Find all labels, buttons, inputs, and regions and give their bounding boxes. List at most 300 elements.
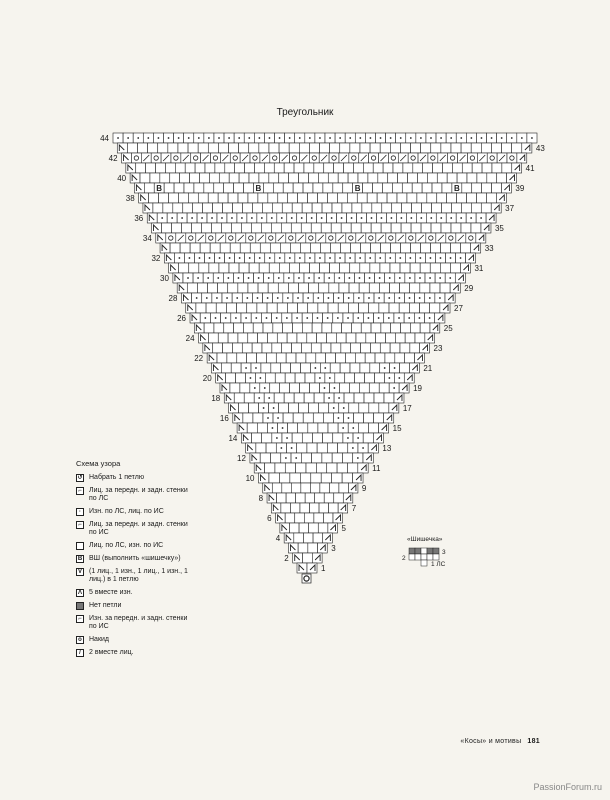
chart-cell — [400, 283, 410, 293]
chart-cell — [247, 423, 257, 433]
chart-cell — [431, 223, 441, 233]
chart-cell — [294, 393, 304, 403]
legend-text: 2 вместе лиц. — [89, 649, 134, 656]
chart-cell — [277, 493, 287, 503]
chart-cell — [351, 323, 361, 333]
legend-text: ВШ (выполнить «шишечку») — [89, 555, 181, 562]
chart-cell — [184, 183, 194, 193]
chart-cell — [340, 363, 350, 373]
chart-row — [152, 223, 491, 233]
purl-dot — [217, 277, 219, 279]
chart-cell — [220, 243, 230, 253]
purl-dot — [339, 257, 341, 259]
chart-cell — [218, 283, 228, 293]
chart-cell — [367, 193, 377, 203]
purl-dot — [117, 137, 119, 139]
chart-cell — [259, 173, 269, 183]
purl-dot — [238, 137, 240, 139]
chart-cell — [349, 403, 359, 413]
chart-cell — [291, 363, 301, 373]
chart-cell — [312, 203, 322, 213]
chart-cell — [285, 463, 295, 473]
chart-cell — [462, 163, 472, 173]
chart-cell — [290, 503, 300, 513]
purl-dot — [201, 217, 203, 219]
chart-cell — [329, 483, 339, 493]
chart-cell — [300, 473, 310, 483]
chart-row — [211, 363, 419, 373]
chart-cell — [303, 533, 313, 543]
chart-cell — [295, 373, 305, 383]
bobble-cell — [409, 548, 415, 554]
purl-dot — [269, 257, 271, 259]
chart-cell — [359, 403, 369, 413]
chart-cell — [269, 143, 279, 153]
chart-cell — [380, 263, 390, 273]
chart-cell — [339, 483, 349, 493]
bobble-cell — [421, 560, 427, 566]
purl-dot — [211, 217, 213, 219]
legend-text: Нет петли — [89, 602, 122, 609]
purl-dot — [288, 277, 290, 279]
purl-dot — [226, 297, 228, 299]
chart-cell — [204, 323, 214, 333]
chart-cell — [248, 193, 258, 203]
row-number: 19 — [413, 384, 422, 393]
chart-cell — [200, 243, 210, 253]
chart-row — [246, 443, 379, 453]
chart-cell — [447, 193, 457, 203]
chart-cell — [234, 393, 244, 403]
purl-dot — [419, 277, 421, 279]
chart-cell — [168, 193, 178, 203]
chart-cell — [299, 403, 309, 413]
chart-cell — [411, 243, 421, 253]
legend-item — [76, 508, 276, 516]
chart-row — [181, 293, 455, 303]
purl-dot — [249, 257, 251, 259]
chart-cell — [308, 423, 318, 433]
chart-cell — [292, 343, 302, 353]
chart-cell — [275, 373, 285, 383]
chart-cell — [284, 393, 294, 403]
chart-cell — [366, 333, 376, 343]
chart-cell — [249, 403, 259, 413]
chart-cell — [293, 183, 303, 193]
purl-dot — [380, 137, 382, 139]
chart-cell — [218, 193, 228, 203]
chart-cell — [385, 353, 395, 363]
chart-cell — [316, 463, 326, 473]
chart-cell — [431, 243, 441, 253]
bobble-cell — [415, 554, 421, 560]
chart-cell — [195, 163, 205, 173]
row-number: 42 — [108, 154, 118, 163]
purl-dot — [199, 257, 201, 259]
chart-cell — [382, 183, 392, 193]
chart-cell — [185, 163, 195, 173]
chart-cell — [310, 383, 320, 393]
chart-cell — [339, 383, 349, 393]
bobble-mark: B — [354, 184, 361, 193]
purl-dot — [221, 217, 223, 219]
purl-dot — [384, 367, 386, 369]
purl-dot — [361, 217, 363, 219]
chart-cell — [337, 463, 347, 473]
chart-cell — [148, 143, 158, 153]
bobble-row-label: 3 — [442, 549, 446, 556]
chart-cell — [266, 233, 276, 243]
purl-dot — [470, 217, 472, 219]
chart-cell — [333, 433, 343, 443]
purl-dot — [480, 217, 482, 219]
chart-cell — [252, 203, 262, 213]
chart-cell — [288, 283, 298, 293]
purl-dot — [298, 277, 300, 279]
purl-dot — [236, 297, 238, 299]
purl-dot — [209, 257, 211, 259]
chart-cell — [491, 143, 501, 153]
chart-cell — [291, 223, 301, 233]
purl-dot — [334, 387, 336, 389]
chart-cell — [440, 283, 450, 293]
chart-cell — [405, 333, 415, 343]
chart-cell — [279, 173, 289, 183]
chart-cell — [244, 393, 254, 403]
chart-cell — [144, 183, 154, 193]
chart-row — [297, 563, 317, 573]
chart-cell — [288, 193, 298, 203]
chart-cell — [268, 283, 278, 293]
row-number: 37 — [505, 204, 515, 213]
chart-cell — [313, 533, 323, 543]
chart-cell — [354, 413, 364, 423]
chart-cell — [346, 233, 356, 243]
chart-cell — [345, 353, 355, 363]
chart-cell — [397, 193, 407, 203]
chart-cell — [230, 243, 240, 253]
footer-title: «Косы» и мотивы — [460, 738, 522, 745]
chart-cell — [300, 243, 310, 253]
purl-dot — [450, 217, 452, 219]
chart-cell — [229, 143, 239, 153]
chart-cell — [492, 163, 502, 173]
row-number: 32 — [151, 254, 161, 263]
chart-cell — [342, 473, 352, 483]
chart-cell — [279, 403, 289, 413]
purl-dot — [349, 257, 351, 259]
chart-cell — [230, 153, 240, 163]
chart-cell — [297, 333, 307, 343]
chart-cell — [351, 223, 361, 233]
chart-cell — [471, 223, 481, 233]
row-number: 15 — [392, 424, 402, 433]
chart-cell — [170, 243, 180, 253]
purl-dot — [188, 137, 190, 139]
chart-cell — [293, 413, 303, 423]
purl-dot — [287, 297, 289, 299]
chart-cell — [259, 263, 269, 273]
chart-cell — [344, 393, 354, 403]
chart-cell — [250, 153, 260, 163]
chart-cell — [391, 323, 401, 333]
chart-cell — [348, 173, 358, 183]
chart-cell — [183, 203, 193, 213]
chart-cell — [324, 493, 334, 503]
chart-cell — [127, 143, 137, 153]
chart-cell — [308, 543, 318, 553]
chart-cell — [279, 263, 289, 273]
chart-cell — [214, 323, 224, 333]
chart-cell — [321, 343, 331, 353]
chart-cell — [369, 283, 379, 293]
purl-dot — [379, 277, 381, 279]
purl-dot — [420, 137, 422, 139]
chart-cell — [421, 243, 431, 253]
purl-dot — [391, 217, 393, 219]
chart-cell — [303, 183, 313, 193]
chart-cell — [387, 193, 397, 203]
chart-cell — [461, 223, 471, 233]
chart-cell — [317, 443, 327, 453]
chart-cell — [373, 183, 383, 193]
purl-dot — [248, 137, 250, 139]
chart-cell — [338, 173, 348, 183]
legend-item — [76, 487, 276, 503]
bobble-cell — [409, 554, 415, 560]
legend-text: (1 лиц., 1 изн., 1 лиц., 1 изн., 1 лиц.) в 1 петлю — [89, 568, 188, 583]
chart-cell — [240, 243, 250, 253]
chart-cell — [281, 223, 291, 233]
chart-cell — [266, 443, 276, 453]
chart-cell — [165, 163, 175, 173]
chart-cell — [235, 163, 245, 173]
chart-row — [194, 323, 439, 333]
chart-cell — [324, 163, 334, 173]
chart-cell — [380, 343, 390, 353]
chart-cell — [292, 433, 302, 443]
legend-item — [76, 542, 276, 550]
legend-item — [76, 602, 276, 610]
row-number: 35 — [494, 224, 504, 233]
chart-cell — [335, 373, 345, 383]
chart-cell — [249, 173, 259, 183]
purl-dot — [297, 297, 299, 299]
row-number: 2 — [284, 554, 289, 563]
chart-cell — [428, 153, 438, 163]
chart-cell — [327, 463, 337, 473]
chart-cell — [370, 243, 380, 253]
purl-dot — [419, 297, 421, 299]
purl-dot — [341, 217, 343, 219]
purl-dot — [429, 297, 431, 299]
footer — [460, 738, 540, 745]
purl-dot — [308, 277, 310, 279]
chart-cell — [482, 183, 492, 193]
chart-cell — [250, 243, 260, 253]
chart-row — [139, 193, 507, 203]
chart-cell — [216, 303, 226, 313]
chart-cell — [230, 383, 240, 393]
chart-cell — [290, 383, 300, 393]
chart-cell — [390, 343, 400, 353]
chart-cell — [471, 203, 481, 213]
chart-cell — [334, 493, 344, 503]
purl-dot — [460, 217, 462, 219]
purl-dot — [319, 257, 321, 259]
chart-cell — [227, 353, 237, 363]
chart-cell — [287, 303, 297, 313]
chart-cell — [272, 343, 282, 353]
row-number: 28 — [168, 294, 178, 303]
chart-cell — [299, 143, 309, 153]
chart-cell — [339, 283, 349, 293]
chart-cell — [376, 333, 386, 343]
chart-cell — [305, 373, 315, 383]
purl-dot — [206, 297, 208, 299]
chart-cell — [413, 163, 423, 173]
chart-cell — [269, 263, 279, 273]
chart-cell — [321, 473, 331, 483]
legend-title: Схема узора — [76, 459, 121, 468]
chart-cell — [249, 263, 259, 273]
chart-cell — [466, 233, 476, 243]
row-number: 25 — [443, 324, 453, 333]
purl-dot — [369, 257, 371, 259]
purl-dot — [348, 277, 350, 279]
purl-dot — [419, 257, 421, 259]
chart-cell — [265, 373, 275, 383]
chart-cell — [146, 163, 156, 173]
chart-cell — [231, 223, 241, 233]
chart-cell — [441, 143, 451, 153]
purl-dot — [279, 257, 281, 259]
chart-cell — [309, 403, 319, 413]
chart-cell — [314, 513, 324, 523]
chart-cell — [290, 473, 300, 483]
legend-text: Лиц. за передн. и задн. стенки по ИС — [89, 521, 188, 536]
chart-cell — [477, 173, 487, 183]
chart-cell — [189, 263, 199, 273]
chart-cell — [334, 163, 344, 173]
chart-cell — [171, 223, 181, 233]
purl-dot — [440, 217, 442, 219]
chart-cell — [331, 223, 341, 233]
purl-dot — [314, 367, 316, 369]
chart-row — [143, 203, 501, 213]
chart-cell — [487, 173, 497, 183]
chart-cell — [390, 143, 400, 153]
chart-cell — [378, 173, 388, 183]
chart-cell — [199, 263, 209, 273]
purl-dot — [215, 317, 217, 319]
purl-dot — [449, 277, 451, 279]
chart-cell — [226, 233, 236, 243]
chart-cell — [374, 413, 384, 423]
legend-item — [76, 636, 276, 644]
chart-cell — [140, 173, 150, 183]
chart-cell — [236, 373, 246, 383]
chart-cell — [244, 183, 254, 193]
chart-cell — [263, 323, 273, 333]
chart-cell — [258, 333, 268, 343]
chart-cell — [472, 183, 482, 193]
chart-cell — [301, 343, 311, 353]
chart-cell — [319, 503, 329, 513]
chart-row — [160, 243, 481, 253]
purl-dot — [398, 297, 400, 299]
chart-cell — [327, 193, 337, 203]
chart-cell — [381, 323, 391, 333]
chart-row — [280, 523, 338, 533]
chart-cell — [232, 343, 242, 353]
chart-cell — [341, 223, 351, 233]
chart-cell — [381, 243, 391, 253]
chart-cell — [512, 143, 522, 153]
purl-dot — [229, 257, 231, 259]
chart-cell — [308, 193, 318, 203]
chart-cell — [370, 263, 380, 273]
chart-cell — [430, 283, 440, 293]
purl-dot — [245, 317, 247, 319]
chart-cell — [160, 173, 170, 183]
chart-cell — [379, 303, 389, 313]
purl-dot — [235, 317, 237, 319]
chart-cell — [316, 353, 326, 363]
chart-cell — [379, 403, 389, 413]
chart-cell — [299, 523, 309, 533]
chart-cell — [318, 173, 328, 183]
chart-cell — [360, 143, 370, 153]
purl-dot — [470, 137, 472, 139]
chart-cell — [368, 173, 378, 183]
chart-cell — [308, 173, 318, 183]
purl-dot — [231, 217, 233, 219]
purl-dot — [359, 257, 361, 259]
chart-cell — [373, 163, 383, 173]
purl-dot — [181, 217, 183, 219]
chart-cell — [322, 203, 332, 213]
chart-cell — [370, 363, 380, 373]
chart-cell — [382, 203, 392, 213]
chart-cell — [328, 173, 338, 183]
chart-row — [276, 513, 343, 523]
purl-dot — [258, 277, 260, 279]
purl-dot — [460, 257, 462, 259]
chart-cell — [299, 283, 309, 293]
chart-row — [156, 233, 486, 243]
chart-cell — [186, 233, 196, 243]
chart-cell — [286, 353, 296, 363]
chart-cell — [196, 303, 206, 313]
chart-cell — [320, 243, 330, 253]
chart-cell — [400, 263, 410, 273]
chart-cell — [198, 193, 208, 203]
purl-dot — [409, 277, 411, 279]
purl-dot — [295, 457, 297, 459]
purl-dot — [216, 297, 218, 299]
chart-cell — [269, 173, 279, 183]
chart-cell — [368, 423, 378, 433]
chart-cell — [226, 373, 236, 383]
chart-cell — [379, 383, 389, 393]
row-number: 23 — [433, 344, 443, 353]
chart-cell — [221, 223, 231, 233]
chart-cell — [283, 323, 293, 333]
chart-cell — [291, 483, 301, 493]
chart-row — [113, 133, 537, 143]
chart-cell — [347, 463, 357, 473]
